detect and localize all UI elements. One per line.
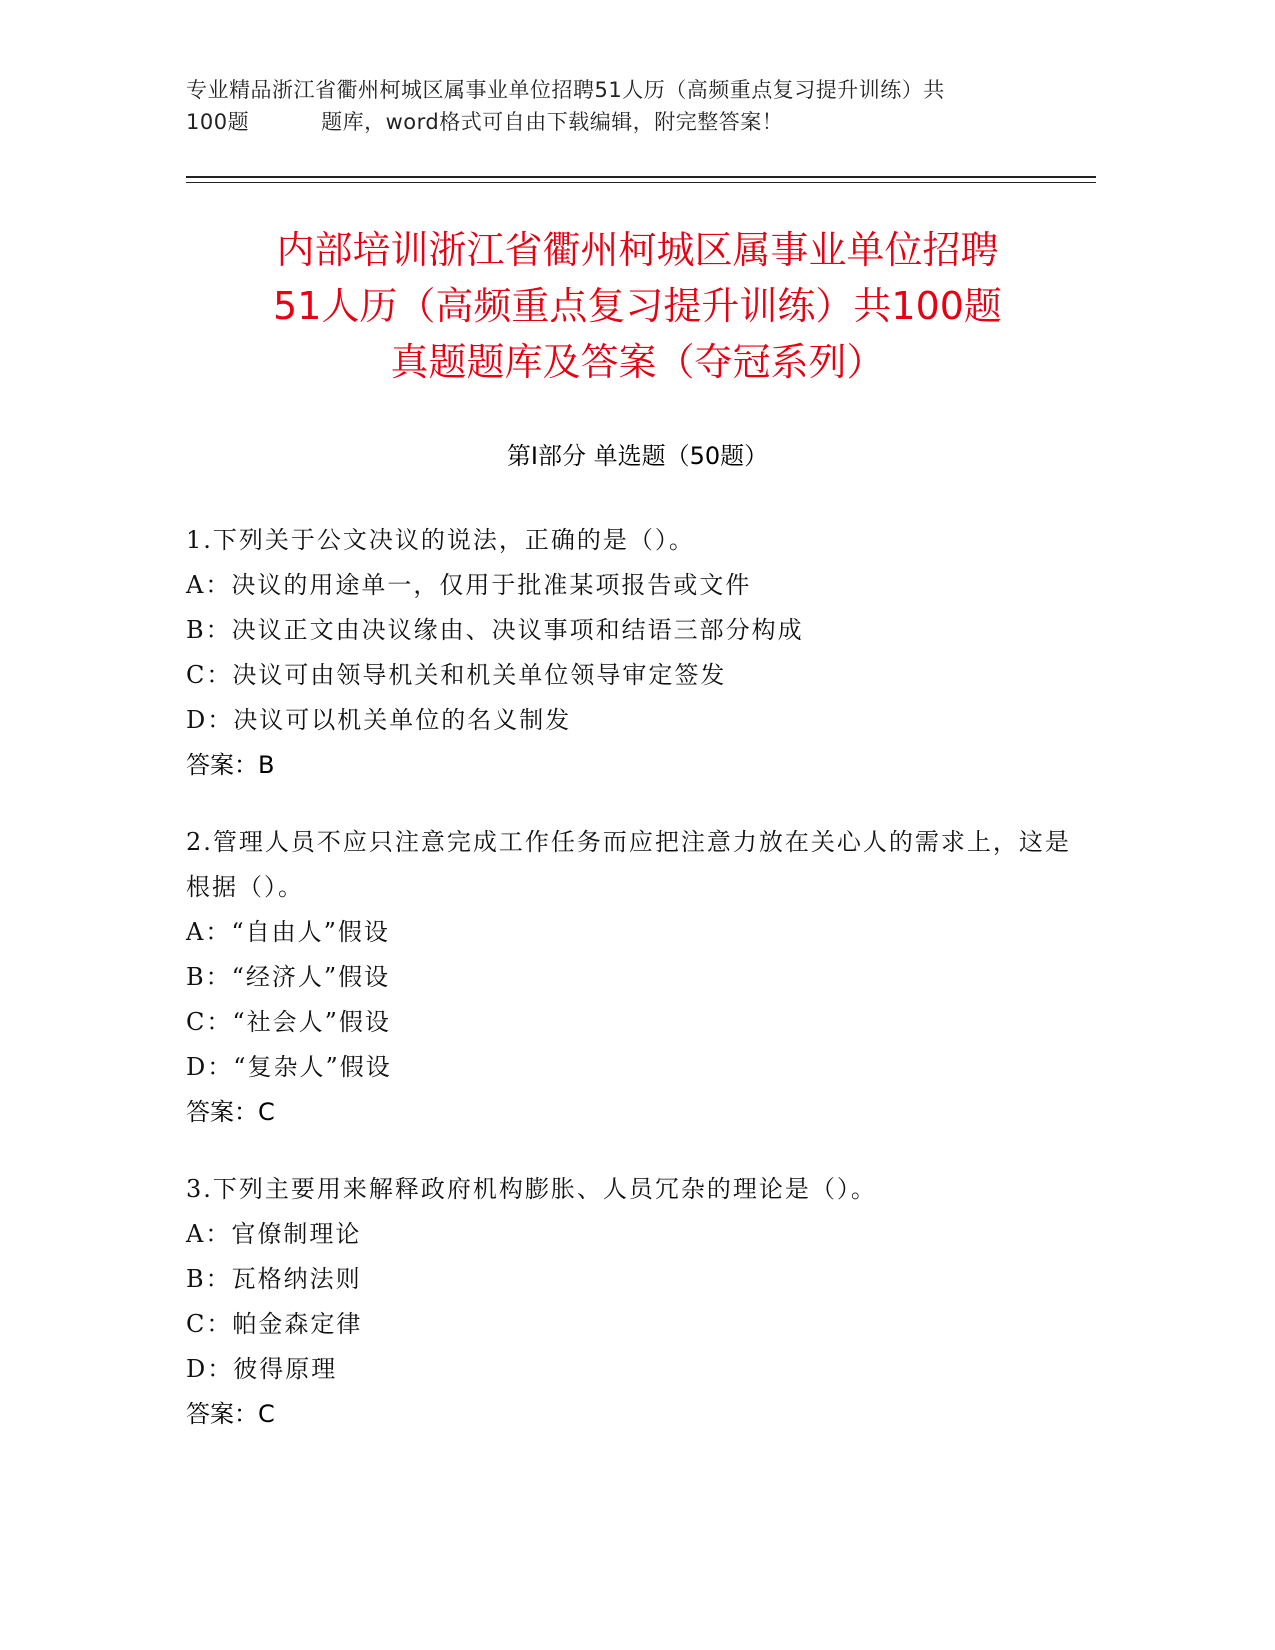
header-line-2 [186, 106, 1086, 138]
option-c: C：帕金森定律 [186, 1310, 363, 1338]
answer: 答案：B [186, 751, 275, 779]
option-d: D：决议可以机关单位的名义制发 [186, 706, 572, 734]
question-text: 2.管理人员不应只注意完成工作任务而应把注意力放在关心人的需求上，这是根据（）。 [186, 828, 1071, 901]
option-a: A：决议的用途单一，仅用于批准某项报告或文件 [186, 571, 752, 599]
header-line-2-left: 100题 [186, 110, 250, 134]
document-title [150, 222, 1125, 390]
header-divider-thick [186, 176, 1096, 178]
option-b: B：“经济人”假设 [186, 963, 391, 991]
answer: 答案：C [186, 1098, 275, 1126]
option-c: C：“社会人”假设 [186, 1008, 391, 1036]
option-b: B：瓦格纳法则 [186, 1265, 362, 1293]
question-item [186, 820, 1086, 1135]
header-line-1: 专业精品浙江省衢州柯城区属事业单位招聘51人历（高频重点复习提升训练）共 [186, 78, 945, 102]
title-line-1: 内部培训浙江省衢州柯城区属事业单位招聘 [276, 228, 999, 272]
option-d: D：彼得原理 [186, 1355, 338, 1383]
question-item [186, 1167, 1086, 1437]
question-text: 3.下列主要用来解释政府机构膨胀、人员冗杂的理论是（）。 [186, 1175, 877, 1203]
option-b: B：决议正文由决议缘由、决议事项和结语三部分构成 [186, 616, 804, 644]
header-divider-thin [186, 182, 1096, 183]
answer: 答案：C [186, 1400, 275, 1428]
page-header [186, 74, 1086, 138]
question-item [186, 518, 1086, 788]
option-c: C：决议可由领导机关和机关单位领导审定签发 [186, 661, 727, 689]
question-list [186, 518, 1086, 1469]
header-line-2-right: 题库，word格式可自由下载编辑，附完整答案！ [321, 110, 784, 134]
title-line-3: 真题题库及答案（夺冠系列） [390, 340, 885, 384]
question-text: 1.下列关于公文决议的说法，正确的是（）。 [186, 526, 695, 554]
option-d: D：“复杂人”假设 [186, 1053, 392, 1081]
option-a: A：“自由人”假设 [186, 918, 390, 946]
option-a: A：官僚制理论 [186, 1220, 362, 1248]
section-title: 第Ⅰ部分 单选题（50题） [506, 442, 769, 470]
title-line-2: 51人历（高频重点复习提升训练）共100题 [273, 284, 1002, 328]
